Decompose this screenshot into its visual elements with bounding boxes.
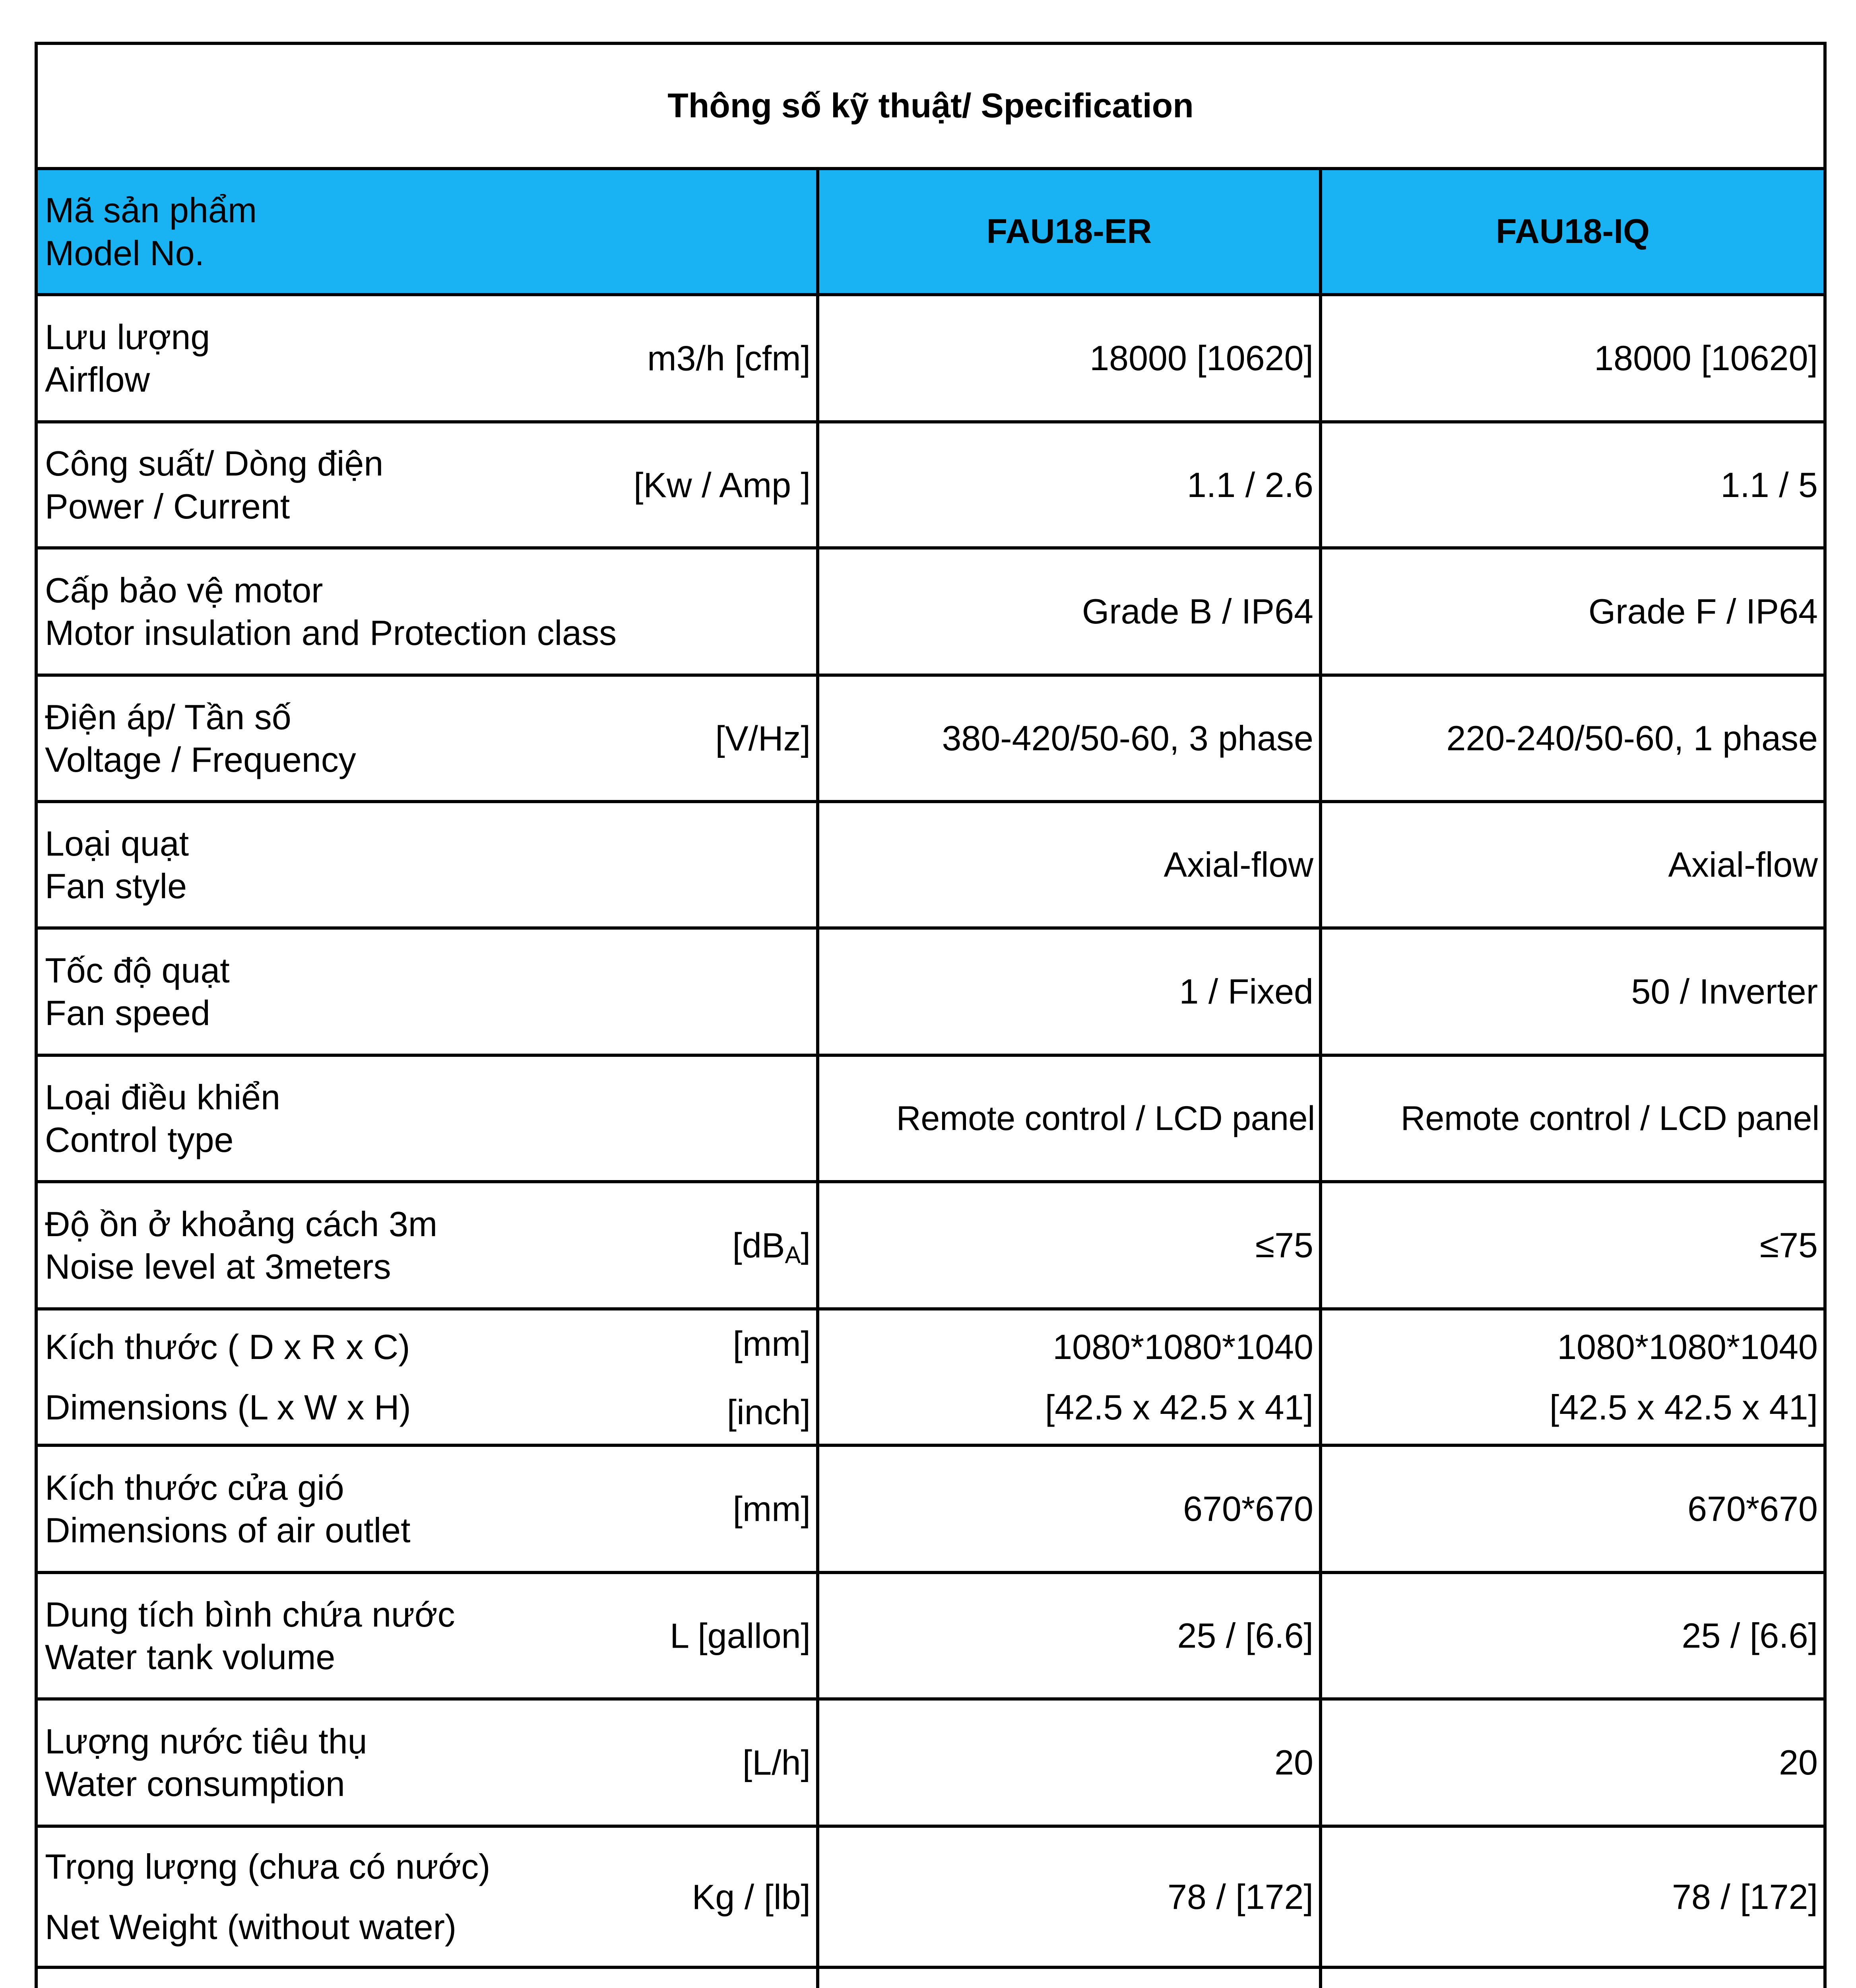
value-model-2: 220-240/50-60, 1 phase [1322, 677, 1823, 803]
label-en: Water tank volume [45, 1637, 336, 1677]
value-model-2: Grade F / IP64 [1322, 549, 1823, 677]
label-vi: Kích thước cửa gió [45, 1468, 344, 1507]
row-label-water-consumption [38, 1701, 819, 1828]
label-en: Fan style [45, 866, 187, 906]
value-model-2: 18000 [10620] [1322, 296, 1823, 423]
value-model-1 [819, 1310, 1322, 1447]
row-label-air-outlet [38, 1447, 819, 1574]
unit-subscript: A [785, 1241, 801, 1268]
label-en: Airflow [45, 360, 150, 399]
value-model-1: 78 / [172] [819, 1828, 1322, 1969]
table-title: Thông số kỹ thuật/ Specification [38, 45, 1823, 170]
value-model-2: 1.1 / 5 [1322, 423, 1823, 549]
unit: [Kw / Amp ] [633, 465, 811, 505]
row-label-motor-protection [38, 549, 819, 677]
label-en: Fan speed [45, 993, 210, 1033]
label-vi: Điện áp/ Tần số [45, 697, 291, 737]
label-en: Voltage / Frequency [45, 740, 356, 779]
row-label-water-tank [38, 1574, 819, 1701]
specification-table [35, 42, 1827, 1988]
header-label-en: Model No. [45, 233, 205, 273]
value-model-2: Remote control / LCD panel [1322, 1057, 1823, 1183]
value-model-1: Remote control / LCD panel [819, 1057, 1322, 1183]
label-vi: Kích thước ( D x R x C) [45, 1327, 410, 1367]
label-en: Water consumption [45, 1764, 345, 1804]
label-vi: Độ ồn ở khoảng cách 3m [45, 1204, 438, 1244]
value-model-1 [819, 1969, 1322, 1988]
unit-end: ] [801, 1225, 811, 1265]
value-model-2: 670*670 [1322, 1447, 1823, 1574]
unit: Kg / [lb] [692, 1877, 811, 1916]
unit: m3/h [cfm] [647, 338, 811, 378]
label-vi: Cấp bảo vệ motor [45, 570, 323, 610]
unit-mm: [mm] [733, 1324, 811, 1363]
value-model-2: ≤75 [1322, 1183, 1823, 1310]
value-model-1: 380-420/50-60, 3 phase [819, 677, 1322, 803]
row-label-noise-level [38, 1183, 819, 1310]
header-label-vi: Mã sản phẩm [45, 190, 257, 230]
row-label-voltage [38, 677, 819, 803]
label-vi: Trọng lượng (chưa có nước) [45, 1847, 491, 1887]
header-model-1: FAU18-ER [819, 170, 1322, 296]
label-vi: Loại điều khiển [45, 1077, 281, 1117]
unit-inch: [inch] [727, 1392, 811, 1432]
value-model-1: 670*670 [819, 1447, 1322, 1574]
row-label-airflow [38, 296, 819, 423]
row-label-effective-area [38, 1969, 819, 1988]
value-model-1: 20 [819, 1701, 1322, 1828]
label-en: Power / Current [45, 486, 290, 526]
header-model-2: FAU18-IQ [1322, 170, 1823, 296]
unit [732, 1224, 811, 1266]
label-vi: Lưu lượng [45, 317, 210, 357]
value-mm: 1080*1080*1040 [1053, 1327, 1313, 1367]
label-en: Dimensions (L x W x H) [45, 1387, 411, 1427]
unit: L [gallon] [670, 1616, 811, 1656]
label-en: Dimensions of air outlet [45, 1510, 411, 1550]
unit: [mm] [733, 1489, 811, 1529]
row-label-control-type [38, 1057, 819, 1183]
unit: [L/h] [742, 1743, 811, 1782]
value-model-1: 25 / [6.6] [819, 1574, 1322, 1701]
value-inch: [42.5 x 42.5 x 41] [1549, 1387, 1818, 1427]
label-vi: Dung tích bình chứa nước [45, 1594, 455, 1634]
row-label-fan-speed [38, 930, 819, 1057]
value-model-1: 1.1 / 2.6 [819, 423, 1322, 549]
label-vi: Tốc độ quạt [45, 950, 230, 990]
value-model-2: 20 [1322, 1701, 1823, 1828]
value-model-2: Axial-flow [1322, 803, 1823, 930]
value-model-2: 25 / [6.6] [1322, 1574, 1823, 1701]
label-en: Noise level at 3meters [45, 1247, 391, 1286]
row-label-fan-style [38, 803, 819, 930]
value-model-1: 18000 [10620] [819, 296, 1322, 423]
row-label-net-weight [38, 1828, 819, 1969]
value-inch: [42.5 x 42.5 x 41] [1045, 1387, 1313, 1427]
value-model-2 [1322, 1969, 1823, 1988]
value-model-2 [1322, 1310, 1823, 1447]
value-mm: 1080*1080*1040 [1557, 1327, 1818, 1367]
value-model-2: 78 / [172] [1322, 1828, 1823, 1969]
label-vi: Công suất/ Dòng điện [45, 444, 384, 483]
row-label-power [38, 423, 819, 549]
value-model-1: 1 / Fixed [819, 930, 1322, 1057]
label-en: Motor insulation and Protection class [45, 613, 617, 652]
value-model-2: 50 / Inverter [1322, 930, 1823, 1057]
spec-grid [38, 170, 1823, 1988]
unit-main: [dB [732, 1225, 785, 1265]
value-model-1: Grade B / IP64 [819, 549, 1322, 677]
label-en: Net Weight (without water) [45, 1907, 457, 1947]
value-model-1: ≤75 [819, 1183, 1322, 1310]
row-label-dimensions [38, 1310, 819, 1447]
label-vi: Loại quạt [45, 823, 189, 863]
label-en: Control type [45, 1120, 234, 1159]
unit: [V/Hz] [715, 718, 811, 758]
value-model-1: Axial-flow [819, 803, 1322, 930]
label-vi: Lượng nước tiêu thụ [45, 1721, 367, 1761]
header-model-label [38, 170, 819, 296]
